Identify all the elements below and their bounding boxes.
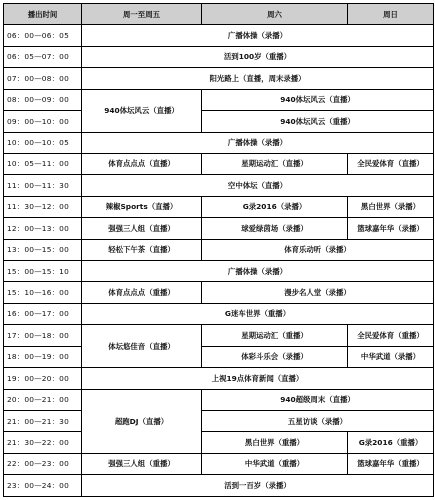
program-cell: 轻松下午茶（直播） xyxy=(82,239,202,260)
time-cell: 20：00—21：00 xyxy=(4,389,82,410)
time-cell: 08：00—09：00 xyxy=(4,89,82,110)
time-cell: 13：00—15：00 xyxy=(4,239,82,260)
program-cell: 空中体坛（直播） xyxy=(82,175,434,196)
program-cell: 活到100岁（重播） xyxy=(82,46,434,67)
time-cell: 07：00—08：00 xyxy=(4,68,82,89)
header-weekdays: 周一至周五 xyxy=(82,4,202,25)
time-cell: 18：00—19：00 xyxy=(4,346,82,367)
table-row xyxy=(4,239,434,260)
program-schedule-table xyxy=(3,3,434,497)
program-cell: 940体坛风云（直播） xyxy=(202,89,434,110)
program-cell: 上视19点体育新闻（直播） xyxy=(82,368,434,389)
program-cell: 强强三人组（重播） xyxy=(82,453,202,474)
time-cell: 09：00—10：00 xyxy=(4,111,82,132)
table-row xyxy=(4,25,434,46)
program-cell: 漫步名人堂（录播） xyxy=(202,282,434,303)
time-cell: 15：10—16：00 xyxy=(4,282,82,303)
program-cell: 全民爱体育（直播） xyxy=(348,153,434,174)
table-row xyxy=(4,325,434,346)
table-row xyxy=(4,453,434,474)
table-row xyxy=(4,389,434,410)
time-cell: 23：00—24：00 xyxy=(4,475,82,497)
program-cell: 篮球嘉年华（录播） xyxy=(348,218,434,239)
time-cell: 06：05—07：00 xyxy=(4,46,82,67)
program-cell: 篮球嘉年华（重播） xyxy=(348,453,434,474)
table-row xyxy=(4,111,434,132)
table-row xyxy=(4,89,434,110)
program-cell: 940超级周末（直播） xyxy=(202,389,434,410)
program-cell: 体育点点点（重播） xyxy=(82,282,202,303)
table-row xyxy=(4,475,434,497)
time-cell: 10：00—10：05 xyxy=(4,132,82,153)
table-row xyxy=(4,153,434,174)
table-row xyxy=(4,218,434,239)
program-cell: 体彩斗乐会（录播） xyxy=(202,346,348,367)
time-cell: 12：00—13：00 xyxy=(4,218,82,239)
program-cell: G录2016（重播） xyxy=(348,432,434,453)
program-cell: 中华武道（录播） xyxy=(348,346,434,367)
program-cell: 广播体操（录播） xyxy=(82,132,434,153)
table-row xyxy=(4,303,434,324)
table-row xyxy=(4,432,434,453)
table-row xyxy=(4,368,434,389)
header-row xyxy=(4,4,434,25)
time-cell: 16：00—17：00 xyxy=(4,303,82,324)
time-cell: 21：30—22：00 xyxy=(4,432,82,453)
program-cell: 星期运动汇（重播） xyxy=(202,325,348,346)
program-cell: 强强三人组（直播） xyxy=(82,218,202,239)
header-saturday: 周六 xyxy=(202,4,348,25)
program-cell: 体坛悠佳音（直播） xyxy=(82,325,202,368)
header-sunday: 周日 xyxy=(348,4,434,25)
table-row xyxy=(4,282,434,303)
program-cell: 940体坛风云（直播） xyxy=(82,89,202,132)
program-cell: 黑白世界（重播） xyxy=(202,432,348,453)
time-cell: 21：00—21：30 xyxy=(4,411,82,432)
program-cell: 星期运动汇（直播） xyxy=(202,153,348,174)
program-cell: 940体坛风云（重播） xyxy=(202,111,434,132)
time-cell: 19：00—20：00 xyxy=(4,368,82,389)
table-row xyxy=(4,132,434,153)
program-cell: 体育乐动听（录播） xyxy=(202,239,434,260)
program-cell: 广播体操（录播） xyxy=(82,261,434,282)
program-cell: 球爱绿茵场（录播） xyxy=(202,218,348,239)
time-cell: 17：00—18：00 xyxy=(4,325,82,346)
program-cell: 超跑DJ（直播） xyxy=(82,389,202,453)
program-cell: 体育点点点（直播） xyxy=(82,153,202,174)
table-row xyxy=(4,261,434,282)
time-cell: 10：05—11：00 xyxy=(4,153,82,174)
program-cell: 活到一百岁（录播） xyxy=(82,475,434,497)
program-cell: 广播体操（录播） xyxy=(82,25,434,46)
program-cell: 黑白世界（录播） xyxy=(348,196,434,217)
program-cell: 五星访谈（录播） xyxy=(202,411,434,432)
time-cell: 06：00—06：05 xyxy=(4,25,82,46)
program-cell: 全民爱体育（重播） xyxy=(348,325,434,346)
program-cell: 阳光路上（直播，周末录播） xyxy=(82,68,434,89)
table-row xyxy=(4,411,434,432)
table-row xyxy=(4,46,434,67)
header-time: 播出时间 xyxy=(4,4,82,25)
table-row xyxy=(4,68,434,89)
table-row xyxy=(4,346,434,367)
program-cell: G录2016（录播） xyxy=(202,196,348,217)
time-cell: 22：00—23：00 xyxy=(4,453,82,474)
table-row xyxy=(4,196,434,217)
time-cell: 11：00—11：30 xyxy=(4,175,82,196)
time-cell: 15：00—15：10 xyxy=(4,261,82,282)
program-cell: G迷车世界（重播） xyxy=(82,303,434,324)
program-cell: 辣椒Sports（直播） xyxy=(82,196,202,217)
program-cell: 中华武道（重播） xyxy=(202,453,348,474)
table-row xyxy=(4,175,434,196)
time-cell: 11：30—12：00 xyxy=(4,196,82,217)
